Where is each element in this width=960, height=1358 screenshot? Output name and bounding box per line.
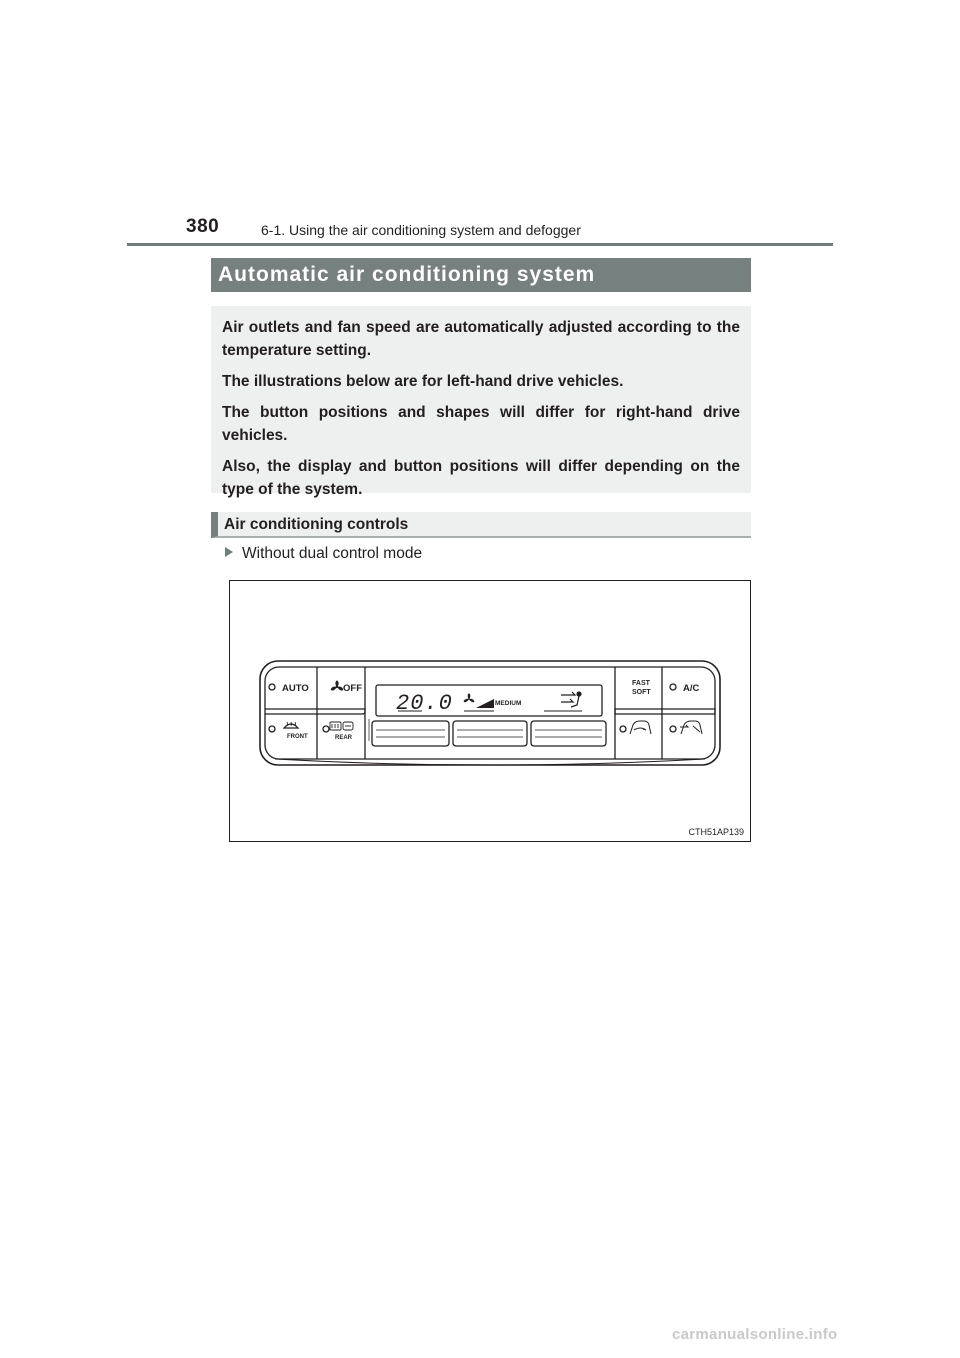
ac-control-panel xyxy=(230,581,750,841)
intro-paragraph: Also, the display and button positions will differ depending on the type of the system. xyxy=(222,458,740,498)
intro-paragraph: The illustrations below are for left-hand drive vehicles. xyxy=(222,373,624,390)
intro-box xyxy=(211,306,751,498)
front-defroster-icon xyxy=(284,722,298,728)
panel-outer xyxy=(260,661,720,765)
ac-button[interactable]: A/C xyxy=(683,683,700,694)
vent-right xyxy=(531,721,606,746)
front-defroster-button[interactable]: FRONT xyxy=(287,734,308,740)
soft-label: SOFT xyxy=(632,689,651,696)
fan-speed-icon xyxy=(463,694,494,709)
fast-label: FAST xyxy=(632,680,650,687)
header-rule xyxy=(127,243,833,246)
airflow-icon xyxy=(561,692,581,707)
fan-off-button[interactable]: OFF xyxy=(343,683,362,694)
vent-center xyxy=(453,721,527,746)
vent-left xyxy=(372,721,449,746)
bullet-arrow-icon xyxy=(225,547,233,557)
subsection-title: Air conditioning controls xyxy=(211,512,751,538)
bullet-item xyxy=(225,544,422,564)
running-header: 6-1. Using the air conditioning system and defogger xyxy=(261,222,581,238)
auto-button[interactable]: AUTO xyxy=(282,683,309,694)
intro-paragraph: The button positions and shapes will differ for right-hand drive vehicles. xyxy=(222,404,740,444)
section-title: Automatic air conditioning system xyxy=(211,258,751,292)
rear-defogger-icon xyxy=(330,722,353,730)
bullet-text: Without dual control mode xyxy=(242,545,423,562)
rear-defogger-button[interactable]: REAR xyxy=(335,735,353,741)
page-number: 380 xyxy=(186,216,220,237)
fan-level-display: MEDIUM xyxy=(495,700,522,707)
outside-air-icon xyxy=(680,721,702,734)
figure-frame xyxy=(229,580,751,842)
fan-icon xyxy=(330,681,344,692)
figure-code: CTH51AP139 xyxy=(688,827,744,837)
watermark: carmanualsonline.info xyxy=(672,1326,838,1343)
temperature-display: 20.0 xyxy=(396,691,453,716)
intro-paragraph: Air outlets and fan speed are automatically adjusted according to the temperature setting. xyxy=(222,319,740,359)
recirculation-icon xyxy=(630,721,651,734)
